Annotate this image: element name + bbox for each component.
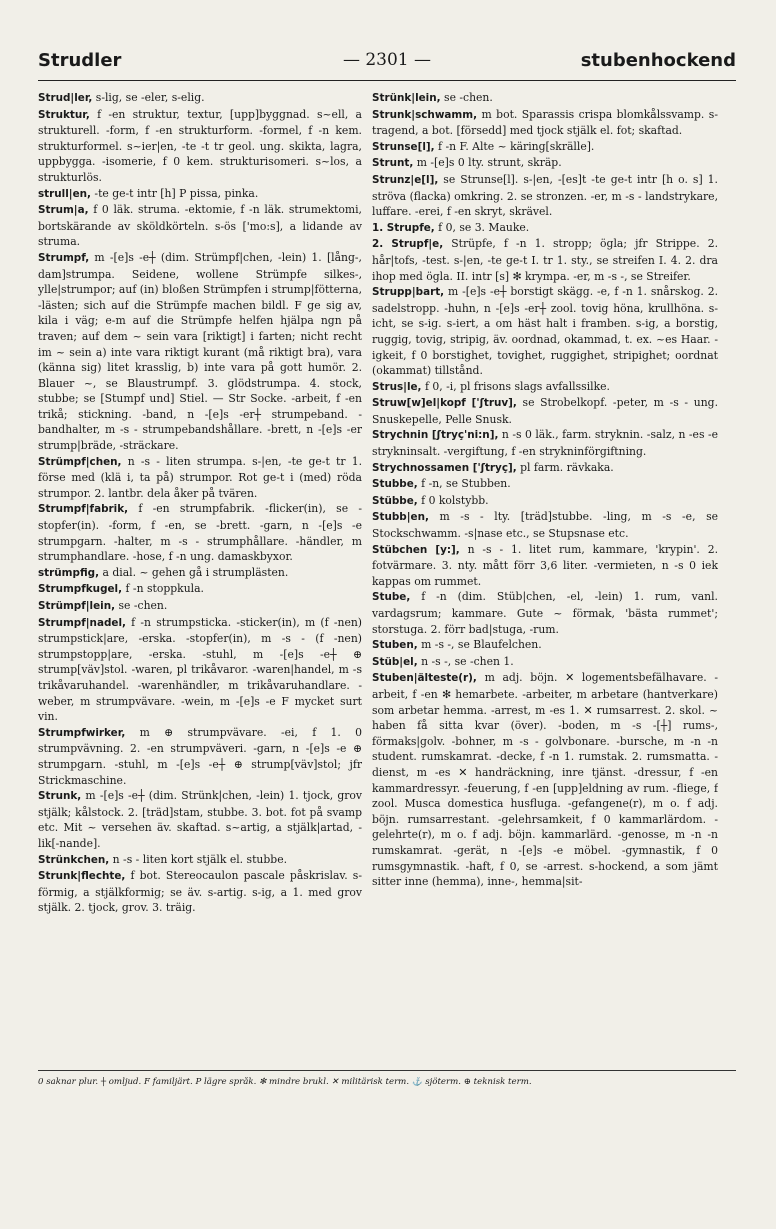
dictionary-entry: 1. Strupfe, f 0, se 3. Mauke. [372,220,530,234]
dictionary-entry: Strupp|bart, m -[e]s -e┼ borstigt skägg. -e, f -n 1. snårskog. 2. sadelstropp. -huhn, n -[e]s -er┼ zool. tovig höna, krullhöna. s-icht, se s-ig. s-iert, a om häst halt i framben. s-ig, a borstig, ruggig, tovig, stripig, äv. oordnad, okammad, t. ex. ~es Haar. -igkeit, f 0 borstighet, tovighet, ruggighet, stripighet; oordnat (okammat) tillstånd. [372,285,718,378]
dictionary-entry: Stuben, m -s -, se Blaufelchen. [372,638,542,652]
dictionary-entry: Strunk|flechte, f bot. Stereocaulon pascale påskrislav. s-förmig, a stjälkformig; se äv. s-artig. s-ig, a 1. med grov stjälk. 2. tjock, grov. 3. träig. [38,869,362,915]
dictionary-entry: Strünkchen, n -s - liten kort stjälk el. stubbe. [38,852,288,866]
left-column [38,90,362,1060]
dictionary-entry: Strychnossamen ['ʃtryç], pl farm. rävkaka. [372,460,614,474]
header-rule [38,80,736,81]
dictionary-entry: Stüb|el, n -s -, se -chen 1. [372,654,514,668]
dictionary-entry: Struw[w]el|kopf ['ʃtruv], se Strobelkopf. -peter, m -s - ung. Snuskepelle, Pelle Snusk. [372,396,718,426]
dictionary-entry: Stube, f -n (dim. Stüb|chen, -el, -lein) 1. rum, vanl. vardagsrum; kammare. Gute ~ förmak, 'bästa rummet'; storstuga. 2. förr bad|stuga, -rum. [372,590,718,636]
dictionary-entry: Strumpf|fabrik, f -en strumpfabrik. -flicker(in), se -stopfer(in). -form, f -en, se -brett. -garn, n -[e]s -e strumpgarn. -halter, m -s - strumphållare. -händler, m strumphandlare. -hose, f -n ung. damaskbyxor. [38,502,362,564]
dictionary-entry: Strunse[l], f -n F. Alte ~ käring[skrälle]. [372,139,595,153]
dictionary-entry: Strunt, m -[e]s 0 lty. strunt, skräp. [372,156,562,170]
header-last-word: stubenhockend [580,50,736,71]
dictionary-entry: Strud|ler, s-lig, se -eler, s-elig. [38,91,205,104]
dictionary-entry: Strumpf|nadel, f -n strumpsticka. -sticker(in), m (f -nen) strumpstick|are, -erska. -stopfer(in), m -s - (f -nen) strumpstopp|are, -erska. -stuhl, m -[e]s -e┼ ⊕ strump[väv]stol. -waren, pl trikåvaror. -waren|handel, m -s trikåvaruhandel. -warenhändler, m trikåvaruhandlare. -weber, m strumpvävare. -wein, m -[e]s -e F mycket surt vin. [38,615,362,724]
footer-rule [38,1070,736,1071]
dictionary-entry: Strümpf|chen, n -s - liten strumpa. s-|en, -te ge-t tr 1. förse med (klä i, ta på) strumpor. Rot ge-t i (med) röda strumpor. 2. lantbr. dela åker på tvären. [38,454,362,500]
dictionary-entry: Strünk|lein, se -chen. [372,91,493,104]
footer-legend: 0 saknar plur. ┼ omljud. F familjärt. P lägre språk. ✻ mindre brukl. ✕ militärisk term. ⚓ sjöterm. ⊕ teknisk term. [38,1077,532,1087]
dictionary-entry: Strumpf, m -[e]s -e┼ (dim. Strümpf|chen, -lein) 1. [lång-, dam]strumpa. Seidene, wollene Strümpfe silkes-, ylle|strumpor; auf (in) bloßen Strümpfen i strump|fötterna, -lästen; sich auf die Strümpfe machen bildl. F ge sig av, kila i väg; e-m auf die Strümpfe helfen hjälpa ngn på traven; auf dem ~ sein vara [riktigt] i farten; nicht recht im ~ sein a) inte vara riktigt kurant (må riktigt bra), vara (känna sig) litet krasslig, b) inte vara på gott humör. 2. Blauer ~, se Blaustrumpf. 3. glödstrumpa. 4. stock, stubbe; se [Stumpf und] Stiel. — Str Socke. -arbeit, f -en trikå; stickning. -band, n -[e]s -er┼ strumpeband. -bandhalter, m -s - strumpebandshållare. -brett, n -[e]s -er strump|bräde, -sträckare. [38,250,362,453]
dictionary-entry: Strunk|schwamm, m bot. Sparassis crispa blomkålssvamp. s-tragend, a bot. [försedd] med tjock stjälk el. fot; skaftad. [372,107,718,138]
dictionary-entry: Strum|a, f 0 läk. struma. -ektomie, f -n läk. strumektomi, bortskärande av sköldkörteln. s-ös ['mo:s], a lidande av struma. [38,203,362,249]
dictionary-entry: Stübchen [y:], n -s - 1. litet rum, kammare, 'krypin'. 2. fotvärmare. 3. nty. mått förr 3,6 liter. -vermieten, n -s 0 iek kappas om rummet. [372,542,718,588]
dictionary-entry: Strunz|e[l], se Strunse[l]. s-|en, -[es]t -te ge-t intr [h o. s] 1. ströva (flacka) omkring. 2. se stronzen. -er, m -s - landstrykare, luffare. -erei, f -en skryt, skrävel. [372,172,718,219]
dictionary-entry: Strychnin [ʃtryç'ni:n], n -s 0 läk., farm. stryknin. -salz, n -es -e strykninsalt. -vergiftung, f -en strykninförgiftning. [372,428,718,459]
page-number: — 2301 — [342,50,432,70]
dictionary-entry: Struktur, f -en struktur, textur, [upp]byggnad. s~ell, a strukturell. -form, f -en strukturform. -formel, f -n kem. strukturformel. s~ier|en, -te -t tr geol. ung. skikta, lagra, uppbygga. -isomerie, f 0 kem. strukturisomeri. s~los, a strukturlös. [38,107,362,184]
dictionary-entry: Stuben|älteste(r), m adj. böjn. ✕ logementsbefälhavare. -arbeit, f -en ✻ hemarbete. -arbeiter, m arbetare (hantverkare) som arbetar hemma. -arrest, m -es 1. ✕ rumsarrest. 2. skol. ~ haben få sitta kvar (över). -boden, m -s -[┼] rums-, förmaks|golv. -bohner, m -s - golvbonare. -bursche, m -n -n student. rumskamrat. -decke, f -n 1. rumstak. 2. rumsmatta. -dienst, m -es ✕ handräckning, inre tjänst. -dressur, f -en kammardressyr. -feuerung, f -en [upp]eldning av rum. -fliege, f zool. Musca domestica husfluga. -gefangene(r), m o. f adj. böjn. rumsarrestant. -gelehrsamkeit, f 0 kammarlärdom. -gelehrte(r), m o. f adj. böjn. kammarlärd. -genosse, m -n -n rumskamrat. -gerät, n -[e]s -e möbel. -gymnastik, f 0 rumsgymnastik. -haft, f 0, se -arrest. s-hockend, a som jämt sitter inne (hemma), inne-, hemma|sit- [372,671,718,889]
dictionary-entry: Strunk, m -[e]s -e┼ (dim. Strünk|chen, -lein) 1. tjock, grov stjälk; kålstock. 2. [träd]stam, stubbe. 3. bot. fot på svamp etc. Mit ~ versehen äv. skaftad. s~artig, a stjälk|artad, -lik[-nande]. [38,789,362,850]
right-column [372,90,718,1060]
dictionary-entry: Strus|le, f 0, -i, pl frisons slags avfallssilke. [372,379,610,393]
dictionary-entry: Strumpfwirker, m ⊕ strumpvävare. -ei, f 1. 0 strumpvävning. 2. -en strumpväveri. -garn, n -[e]s -e ⊕ strumpgarn. -stuhl, m -[e]s -e┼ ⊕ strump[väv]stol; jfr Strickmaschine. [38,725,362,787]
dictionary-entry: Stubb|en, m -s - lty. [träd]stubbe. -ling, m -s -e, se Stockschwamm. -s|nase etc., se Stupsnase etc. [372,510,718,541]
dictionary-entry: Stübbe, f 0 kolstybb. [372,493,489,507]
dictionary-entry: strull|en, -te ge-t intr [h] P pissa, pinka. [38,186,259,200]
dictionary-entry: strümpfig, a dial. ~ gehen gå i strumplästen. [38,565,289,579]
dictionary-entry: 2. Strupf|e, Strüpfe, f -n 1. stropp; ögla; jfr Strippe. 2. hår|tofs, -test. s-|en, -te ge-t I. tr 1. sty., se streifen I. 4. 2. dra ihop med ögla. II. intr [s] ✻ krympa. -er, m -s -, se Streifer. [372,237,718,283]
dictionary-entry: Strümpf|lein, se -chen. [38,599,168,612]
page-header [38,50,736,80]
dictionary-entry: Strumpfkugel, f -n stoppkula. [38,582,204,596]
header-first-word: Strudler [38,50,122,71]
dictionary-entry: Stubbe, f -n, se Stubben. [372,477,511,491]
